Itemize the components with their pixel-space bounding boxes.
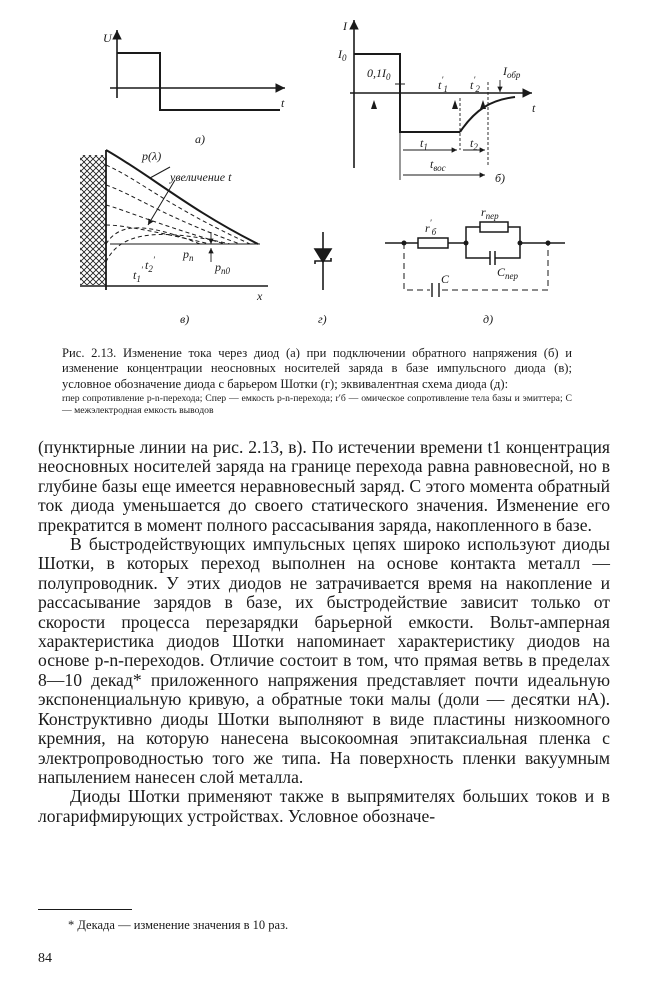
panel-d-c-label: C [441, 272, 450, 286]
panel-d-label: д) [483, 312, 494, 326]
figure-caption [62, 346, 572, 416]
panel-b-x-label: t [532, 101, 536, 115]
figure-2-13 [0, 0, 645, 345]
panel-b-i0-label: $I_0$ [338, 47, 347, 63]
panel-v-t1p-label: $t_1'$ [133, 265, 143, 284]
panel-v-pn0-label: $p_{n0}$ [215, 260, 230, 276]
panel-v-pn-label: $p_n$ [183, 247, 194, 263]
panel-d-rper-resistor [480, 222, 508, 232]
panel-b-iobr-label: $I_{обр}$ [503, 64, 521, 80]
panel-b-t2-label: $t_2$ [470, 136, 478, 152]
panel-b-y-label: I [343, 19, 347, 33]
panel-a-voltage-waveform [117, 53, 280, 110]
panel-b-t2p-label: $t'_2$ [470, 75, 480, 94]
panel-b-recovery-curve [460, 97, 515, 132]
panel-d-rper-label: $r_{пер}$ [481, 205, 499, 221]
panel-v-t2p-label: $t_2'$ [145, 255, 155, 274]
panel-b-tvos-label: $t_{вос}$ [430, 157, 446, 173]
panel-b-label: б) [495, 171, 506, 185]
panel-v-junction-hatch [80, 155, 106, 285]
panel-a-y-label: U [103, 31, 112, 45]
panel-b-t1-label: $t_1$ [420, 136, 428, 152]
panel-d-rb-label: $r'_б$ [425, 218, 437, 237]
footnote: * Декада — изменение значения в 10 раз. [68, 918, 289, 932]
panel-g-schottky-symbol [315, 232, 331, 290]
panel-b-t1p-label: $t'_1$ [438, 75, 448, 94]
panel-v-main-curve [106, 150, 258, 244]
panel-g-label: г) [318, 312, 327, 326]
paragraph: (пунктирные линии на рис. 2.13, в). По истечении времени t1 концентрация неосновных носителей заряда на границе перехода равна равновесной, но в глубине базы еще имеется неравновесный заряд. С этого момента обратный ток диода уменьшается до своего статического значения. Изменение его прекратится в момент полного рассасывания заряда, накопленного в базе. [38, 437, 610, 535]
body-text [38, 438, 610, 826]
panel-a-x-label: t [281, 96, 285, 110]
paragraph: В быстродействующих импульсных цепях широко используют диоды Шотки, в которых переход выполнен на основе контакта металл — полупроводник. У этих диодов не затрачивается время на накопление и рассасывание зарядов в базе, их быстродействие зависит только от скорости процесса перезарядки барьерной емкости. Вольт-амперная характеристика диодов Шотки напоминает характеристику диодов на основе p-n-переходов. Отличие состоит в том, что прямая ветвь в пределах 8—10 декад* приложенного напряжения представляет почти идеальную экспоненциальную кривую, а обратные токи малы (доли — десятки нА). Конструктивно диоды Шотки выполняют в виде пластины низкоомного кремния, на которую нанесена высокоомная эпитаксиальная пленка с электропроводностью того же типа. На поверхность пленки вакуумным напылением нанесен слой металла. [38, 534, 610, 787]
panel-d-rb-resistor [418, 238, 448, 248]
panel-a-label: а) [195, 132, 205, 146]
panel-b-current-plot [350, 20, 532, 180]
footnote-rule [38, 909, 132, 910]
panel-d-cper-label: $C_{пер}$ [497, 265, 519, 281]
panel-b-level-label: $0,1I_0$ [367, 66, 391, 82]
paragraph: Диоды Шотки применяют также в выпрямителях больших токов и в логарифмирующих устройствах. Условное обозначе- [38, 786, 610, 826]
caption-main: Рис. 2.13. Изменение тока через диод (а) при подключении обратного напряжения (б) и изменение концентрации неосновных носителей заряда в базе импульсного диода (в); условное обозначение диода с барьером Шотки (г); эквивалентная схема диода (д): [62, 346, 572, 391]
panel-v-x-label: x [257, 289, 263, 303]
panel-d-equivalent-circuit [385, 222, 565, 297]
caption-legend: rпер сопротивление p-n-перехода; Cпер — емкость p-n-перехода; r′б — омическое сопротивление тела базы и эмиттера; C — межэлектродная емкость выводов [62, 393, 572, 416]
panel-v-increase-label: увеличение t [170, 170, 232, 184]
page-number: 84 [38, 951, 52, 966]
panel-v-label: в) [180, 312, 190, 326]
panel-v-p-lambda-label: p(λ) [142, 149, 162, 163]
panel-b-tick-marks [371, 100, 486, 109]
panel-a-voltage-plot [110, 30, 285, 110]
